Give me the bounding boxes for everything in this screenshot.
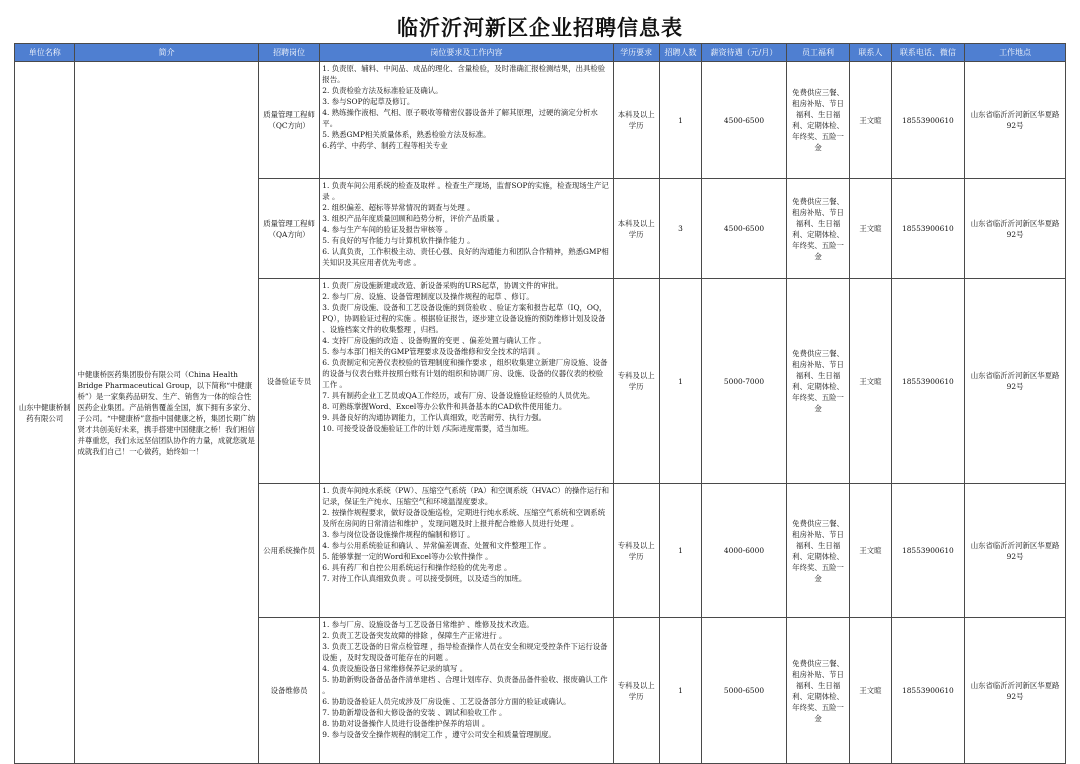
job-position: 设备维修员 (258, 618, 319, 764)
requirement-line: 7. 对待工作认真细致负责 。可以接受倒班，以及适当的加班。 (322, 574, 527, 583)
job-education: 专科及以上学历 (613, 484, 659, 618)
table-row (15, 62, 1066, 179)
requirement-line: 4. 参与生产车间的验证及报告审核等 。 (322, 225, 453, 234)
requirement-line: 8. 协助对设备操作人员进行设备维护保养的培训 。 (322, 719, 490, 728)
job-phone: 18553900610 (891, 484, 965, 618)
job-contact: 王文暄 (850, 618, 891, 764)
requirement-line: 3. 参与SOP的起草及修订。 (322, 97, 415, 106)
job-requirements (320, 279, 613, 484)
job-position: 设备验证专员 (258, 279, 319, 484)
job-location: 山东省临沂沂河新区华夏路92号 (965, 62, 1066, 179)
header-location: 工作地点 (965, 44, 1066, 62)
job-count: 1 (659, 279, 701, 484)
requirement-line: 4. 负责设施设备日常维修保养记录的填写 。 (322, 664, 468, 673)
requirement-line: 3. 参与岗位设备设施操作规程的编制和修订 。 (322, 530, 475, 539)
requirement-line: 6. 协助设备验证人员完成涉及厂房设施 、工艺设备部分方面的验证或确认。 (322, 697, 571, 706)
header-company: 单位名称 (15, 44, 75, 62)
job-benefits: 免费供应三餐、租房补贴、节日福利、生日福利、定期体检、年终奖、五险一金 (786, 279, 849, 484)
requirement-line: 6.药学、中药学、制药工程等相关专业 (322, 141, 448, 150)
requirement-line: 1. 负责厂房设施新建或改造、新设备采购的URS起草，协调文件的审批。 (322, 281, 563, 290)
requirement-line: 2. 负责检验方法及标准验证及确认。 (322, 86, 443, 95)
requirement-line: 2. 负责工艺设备突发故障的排除 ，保障生产正常进行 。 (322, 631, 507, 640)
requirement-line: 1. 负责车间公用系统的检查及取样 。检查生产现场，监督SOP的实施，检查现场生产记录 。 (322, 181, 609, 201)
job-salary: 5000-6500 (702, 618, 787, 764)
job-salary: 5000-7000 (702, 279, 787, 484)
job-contact: 王文暄 (850, 279, 891, 484)
job-contact: 王文暄 (850, 179, 891, 279)
job-education: 专科及以上学历 (613, 618, 659, 764)
requirement-line: 3. 负责工艺设备的日常点检管理 ，指导检查操作人员在安全和规定受控条件下运行设备设施 ，及时发现设备可能存在的问题 。 (322, 642, 608, 662)
requirement-line: 2. 组织偏差、超标等异常情况的调查与处理 。 (322, 203, 475, 212)
header-requirements: 岗位要求及工作内容 (320, 44, 613, 62)
job-benefits: 免费供应三餐、租房补贴、节日福利、生日福利、定期体检、年终奖、五险一金 (786, 618, 849, 764)
requirement-line: 4. 熟练操作液相、气相、原子吸收等精密仪器设备并了解其原理，过硬的滴定分析水平。 (322, 108, 598, 128)
requirement-line: 1. 参与厂房、设施设备与工艺设备日常维护 、维修及技术改造。 (322, 620, 534, 629)
job-education: 专科及以上学历 (613, 279, 659, 484)
requirement-line: 9. 参与设备安全操作规程的制定工作 ，遵守公司安全和质量管理制度。 (322, 730, 556, 739)
company-intro: 中健康桥医药集团股份有限公司（China Health Bridge Pharmaceutical Group，以下简称“中健康桥”）是一家集药品研发、生产、销售为一体的综合性医药企业集团。产品销售覆盖全国，旗下拥有多家分、子公司。“中健康桥”意指中国健康之桥，集团长期广纳贤才共创美好未来，携手搭建中国健康之桥！我们相信并尊重您，我们永远坚信团队协作的力量，成就您就是成就我们自己！一心做药，始终如一！ (75, 62, 258, 764)
header-contact: 联系人 (850, 44, 891, 62)
job-location: 山东省临沂沂河新区华夏路92号 (965, 484, 1066, 618)
requirement-line: 2. 参与厂房、设施、设备管理制度以及操作规程的起草 、修订。 (322, 292, 534, 301)
job-count: 1 (659, 62, 701, 179)
job-phone: 18553900610 (891, 279, 965, 484)
requirement-line: 6. 认真负责，工作积极主动、责任心强、良好的沟通能力和团队合作精神，熟悉GMP相关知识及其应用者优先考虑 。 (322, 247, 609, 267)
job-requirements (320, 179, 613, 279)
requirement-line: 2. 按操作规程要求，做好设备设施巡检，定期进行纯水系统、压缩空气系统和空调系统及所在房间的日常清洁和维护 ，发现问题及时上报并配合维修人员进行处理 。 (322, 508, 606, 528)
job-benefits: 免费供应三餐、租房补贴、节日福利、生日福利、定期体检、年终奖、五险一金 (786, 179, 849, 279)
requirement-line: 3. 组织产品年度质量回顾和趋势分析，评价产品质量 。 (322, 214, 505, 223)
job-count: 1 (659, 618, 701, 764)
header-count: 招聘人数 (659, 44, 701, 62)
requirement-line: 5. 熟悉GMP相关质量体系，熟悉检验方法及标准。 (322, 130, 491, 139)
header-phone: 联系电话、微信 (891, 44, 965, 62)
job-location: 山东省临沂沂河新区华夏路92号 (965, 618, 1066, 764)
requirement-line: 6. 负责制定和完善仪表校验的管理制度和操作要求 ，组织收集建立新建厂房设施、设备的设备与仪表台账并按照台账有计划的组织和协调厂房、设施、设备的仪器仪表的校验工作 。 (322, 358, 608, 389)
header-position: 招聘岗位 (258, 44, 319, 62)
job-requirements (320, 618, 613, 764)
requirement-line: 5. 协助新购设备备品备件清单建档 、合理计划库存、负责备品备件验收、报废确认工作 。 (322, 675, 608, 695)
job-requirements (320, 62, 613, 179)
job-count: 3 (659, 179, 701, 279)
header-salary: 薪资待遇（元/月） (702, 44, 787, 62)
job-position: 质量管理工程师（QA方向） (258, 179, 319, 279)
job-position: 质量管理工程师（QC方向） (258, 62, 319, 179)
job-salary: 4500-6500 (702, 62, 787, 179)
requirement-line: 1. 负责原、辅料、中间品、成品的理化、含量检验，及时准确汇报检测结果，出具检验报告。 (322, 64, 606, 84)
header-education: 学历要求 (613, 44, 659, 62)
job-phone: 18553900610 (891, 179, 965, 279)
header-row (15, 44, 1066, 62)
job-position: 公用系统操作员 (258, 484, 319, 618)
company-name: 山东中健康桥制药有限公司 (15, 62, 75, 764)
job-contact: 王文暄 (850, 484, 891, 618)
requirement-line: 5. 有良好的写作能力与计算机软件操作能力 。 (322, 236, 475, 245)
job-requirements (320, 484, 613, 618)
recruitment-table (14, 43, 1066, 764)
job-salary: 4000-6000 (702, 484, 787, 618)
job-education: 本科及以上学历 (613, 179, 659, 279)
job-education: 本科及以上学历 (613, 62, 659, 179)
job-contact: 王文暄 (850, 62, 891, 179)
requirement-line: 5. 参与本部门相关的GMP管理要求及设备维修和安全技术的培训 。 (322, 347, 545, 356)
job-benefits: 免费供应三餐、租房补贴、节日福利、生日福利、定期体检、年终奖、五险一金 (786, 484, 849, 618)
requirement-line: 4. 参与公用系统验证和确认 、异常偏差调查、处置和文件整理工作 。 (322, 541, 551, 550)
header-intro: 简介 (75, 44, 258, 62)
header-benefits: 员工福利 (786, 44, 849, 62)
requirement-line: 3. 负责厂房设施、设备和工艺设备设施的到货验收 、验证方案和报告起草（IQ，OQ，PQ），协调验证过程的实施 。根据验证报告，逐步建立设备设施的预防维修计划及设备 、设施档案文件的收集整理 ，归档。 (322, 303, 607, 334)
requirement-line: 6. 具有药厂和自控公用系统运行和操作经验的优先考虑 。 (322, 563, 512, 572)
requirement-line: 9. 具备良好的沟通协调能力，工作认真细致，吃苦耐劳、执行力强。 (322, 413, 547, 422)
job-phone: 18553900610 (891, 618, 965, 764)
job-benefits: 免费供应三餐、租房补贴、节日福利、生日福利、定期体检、年终奖、五险一金 (786, 62, 849, 179)
job-phone: 18553900610 (891, 62, 965, 179)
job-salary: 4500-6500 (702, 179, 787, 279)
requirement-line: 5. 能够掌握一定的Word和Excel等办公软件操作 。 (322, 552, 493, 561)
job-location: 山东省临沂沂河新区华夏路92号 (965, 179, 1066, 279)
requirement-line: 7. 协助新增设备和大修设备的安装 、调试和验收工作 。 (322, 708, 507, 717)
requirement-line: 7. 具有制药企业工艺员或QA工作经历，或有厂房、设备设施验证经验的人员优先。 (322, 391, 595, 400)
requirement-line: 1. 负责车间纯水系统（PW）、压缩空气系统（PA）和空调系统（HVAC）的操作运行和记录，保证生产纯水、压缩空气和环境温湿度要求。 (322, 486, 609, 506)
page-title: 临沂沂河新区企业招聘信息表 (397, 15, 683, 40)
job-location: 山东省临沂沂河新区华夏路92号 (965, 279, 1066, 484)
job-count: 1 (659, 484, 701, 618)
requirement-line: 10. 可接受设备设施验证工作的计划 /实际进度需要，适当加班。 (322, 424, 534, 433)
requirement-line: 4. 支持厂房设施的改造 、设备购置的变更 、偏差处置与确认工作 。 (322, 336, 546, 345)
requirement-line: 8. 可熟练掌握Word、Excel等办公软件和具备基本的CAD软件使用能力。 (322, 402, 567, 411)
